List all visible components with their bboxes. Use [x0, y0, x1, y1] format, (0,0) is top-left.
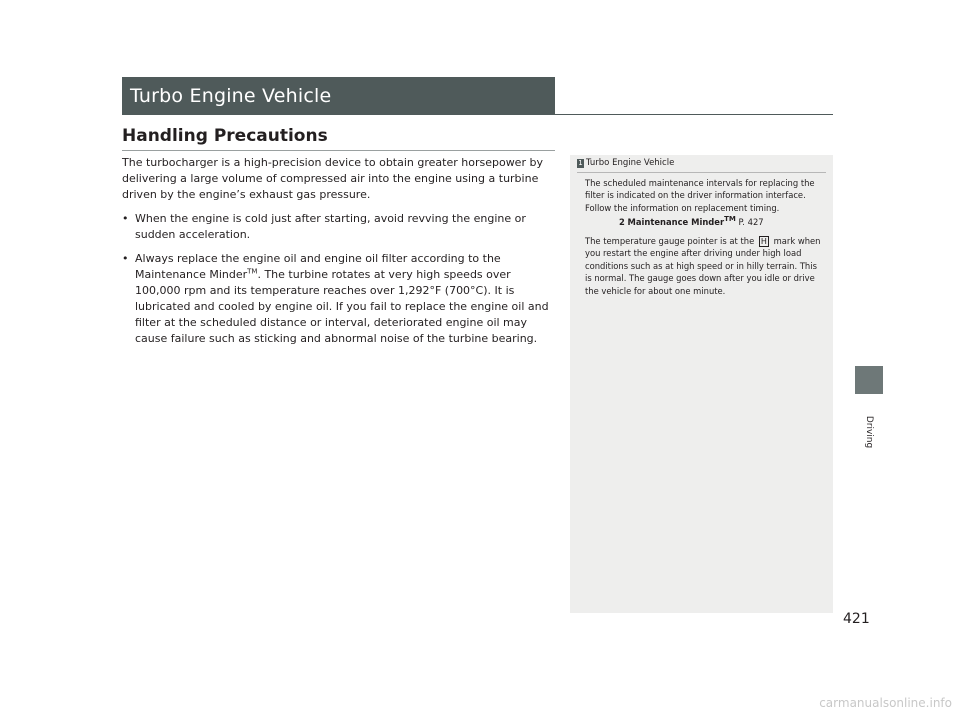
bullet-item [122, 211, 557, 243]
note-text-post: mark when you restart the engine after driving under high load conditions such as at high speed or in hilly terrain. This is normal. The gauge goes down after you idle or drive the vehicle for about one minute. [585, 235, 821, 296]
note-text-pre: The temperature gauge pointer is at the [585, 235, 755, 246]
chapter-title: Turbo Engine Vehicle [122, 77, 555, 115]
chapter-label: Driving [864, 415, 874, 449]
trademark-mark: TM [247, 267, 258, 276]
chapter-tab [855, 366, 883, 394]
note-header-text: Turbo Engine Vehicle [586, 158, 675, 168]
page-number: 421 [843, 611, 870, 627]
body-text [122, 155, 557, 355]
trademark-mark: TM [724, 215, 736, 224]
heading-rule [122, 150, 555, 151]
bullet-text-cold-engine: When the engine is cold just after starting, avoid revving the engine or sudden acceleration. [135, 212, 526, 241]
bullet-dot: • [122, 252, 129, 265]
section-heading: Handling Precautions [122, 126, 328, 146]
watermark: carmanualsonline.info [819, 696, 952, 710]
bullet-item [122, 251, 557, 347]
note-header [577, 157, 826, 173]
note-number-badge: 1 [578, 158, 583, 167]
intro-paragraph: The turbocharger is a high-precision device to obtain greater horsepower by delivering a large volume of compressed air into the engine using a turbine driven by the engine’s exhaust gas pressure. [122, 156, 543, 201]
bullet-text-oil-pre: Always replace the engine oil and engine oil filter according to the Maintenance Minder [135, 252, 501, 281]
title-rule [555, 114, 833, 115]
reference-page: P. 427 [738, 217, 764, 227]
note-paragraph [577, 235, 826, 298]
side-note-panel [570, 155, 833, 613]
reference-arrow-icon: 2 [619, 217, 625, 227]
note-paragraph: The scheduled maintenance intervals for replacing the filter is indicated on the driver information interface. Follow the information on replacement timing. [585, 177, 815, 213]
maintenance-minder-reference[interactable] [577, 216, 826, 229]
bullet-dot: • [122, 212, 129, 225]
bullet-text-oil-post: . The turbine rotates at very high speeds over 100,000 rpm and its temperature reaches over 1,292°F (700°C). It is lubricated and cooled by engine oil. If you fail to replace the engine oil and filter at the scheduled distance or interval, deteriorated engine oil may cause failure such as sticking and abnormal noise of the turbine bearing. [135, 268, 549, 345]
reference-label: Maintenance Minder [627, 217, 725, 227]
h-mark-icon: H [760, 236, 767, 246]
